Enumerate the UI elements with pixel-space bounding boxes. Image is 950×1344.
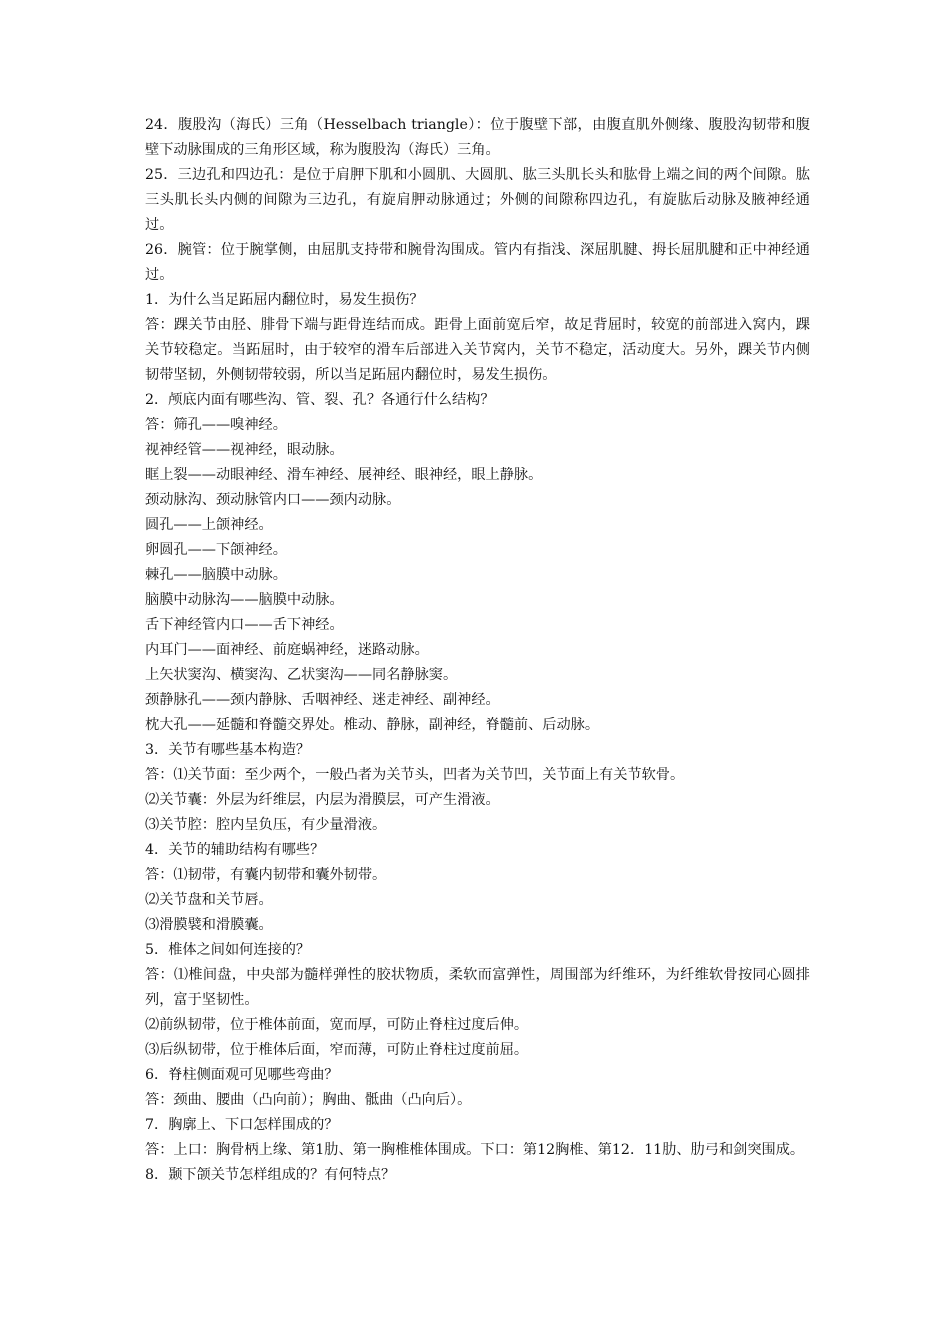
definition-paragraph: 24．腹股沟（海氏）三角（Hesselbach triangle）：位于腹壁下部，由腹直肌外侧缘、腹股沟韧带和腹壁下动脉围成的三角形区域，称为腹股沟（海氏）三角。 (145, 117, 810, 158)
answer-paragraph: ⑶后纵韧带，位于椎体后面，窄而薄，可防止脊柱过度前屈。 (145, 1042, 529, 1058)
answer-paragraph: 答：上口：胸骨柄上缘、第1肋、第一胸椎椎体围成。下口：第12胸椎、第12．11肋、肋弓和剑突围成。 (145, 1142, 805, 1158)
document-body (145, 113, 810, 1188)
answer-paragraph: 答：⑴韧带，有囊内韧带和囊外韧带。 (145, 867, 387, 883)
question-heading: 2．颅底内面有哪些沟、管、裂、孔？各通行什么结构？ (145, 392, 495, 408)
answer-paragraph: 上矢状窦沟、横窦沟、乙状窦沟——同名静脉窦。 (145, 667, 458, 683)
answer-paragraph: 棘孔——脑膜中动脉。 (145, 567, 287, 583)
answer-paragraph: 答：⑴关节面：至少两个，一般凸者为关节头，凹者为关节凹，关节面上有关节软骨。 (145, 767, 685, 783)
answer-paragraph: 答：颈曲、腰曲（凸向前）；胸曲、骶曲（凸向后）。 (145, 1092, 472, 1108)
answer-paragraph: 枕大孔——延髓和脊髓交界处。椎动、静脉，副神经，脊髓前、后动脉。 (145, 717, 600, 733)
question-heading: 5．椎体之间如何连接的？ (145, 942, 311, 958)
answer-paragraph: 圆孔——上颌神经。 (145, 517, 273, 533)
question-heading: 1．为什么当足跖屈内翻位时，易发生损伤？ (145, 292, 424, 308)
question-heading: 4．关节的辅助结构有哪些？ (145, 842, 325, 858)
answer-paragraph: 颈动脉沟、颈动脉管内口——颈内动脉。 (145, 492, 401, 508)
answer-paragraph: ⑶关节腔：腔内呈负压，有少量滑液。 (145, 817, 387, 833)
question-heading: 8．颞下颌关节怎样组成的？有何特点？ (145, 1167, 396, 1183)
answer-paragraph: 颈静脉孔——颈内静脉、舌咽神经、迷走神经、副神经。 (145, 692, 500, 708)
answer-paragraph: 视神经管——视神经，眼动脉。 (145, 442, 344, 458)
question-heading: 6．脊柱侧面观可见哪些弯曲？ (145, 1067, 339, 1083)
answer-paragraph: 脑膜中动脉沟——脑膜中动脉。 (145, 592, 344, 608)
answer-paragraph: 答：踝关节由胫、腓骨下端与距骨连结而成。距骨上面前宽后窄，故足背屈时，较宽的前部进入窝内，踝关节较稳定。当跖屈时，由于较窄的滑车后部进入关节窝内，关节不稳定，活动度大。另外，踝关节内侧韧带坚韧，外侧韧带较弱，所以当足跖屈内翻位时，易发生损伤。 (145, 317, 810, 383)
answer-paragraph: ⑵关节盘和关节唇。 (145, 892, 273, 908)
answer-paragraph: 舌下神经管内口——舌下神经。 (145, 617, 344, 633)
answer-paragraph: 答：筛孔——嗅神经。 (145, 417, 287, 433)
question-heading: 3．关节有哪些基本构造？ (145, 742, 311, 758)
question-heading: 7．胸廓上、下口怎样围成的？ (145, 1117, 339, 1133)
definition-paragraph: 26．腕管：位于腕掌侧，由屈肌支持带和腕骨沟围成。管内有指浅、深屈肌腱、拇长屈肌腱和正中神经通过。 (145, 242, 810, 283)
answer-paragraph: ⑶滑膜襞和滑膜囊。 (145, 917, 273, 933)
definition-paragraph: 25．三边孔和四边孔：是位于肩胛下肌和小圆肌、大圆肌、肱三头肌长头和肱骨上端之间的两个间隙。肱三头肌长头内侧的间隙为三边孔，有旋肩胛动脉通过；外侧的间隙称四边孔，有旋肱后动脉及腋神经通过。 (145, 167, 810, 233)
answer-paragraph: 答：⑴椎间盘，中央部为髓样弹性的胶状物质，柔软而富弹性，周围部为纤维环，为纤维软骨按同心圆排列，富于坚韧性。 (145, 967, 810, 1008)
answer-paragraph: 内耳门——面神经、前庭蜗神经，迷路动脉。 (145, 642, 429, 658)
answer-paragraph: 卵圆孔——下颌神经。 (145, 542, 287, 558)
answer-paragraph: 眶上裂——动眼神经、滑车神经、展神经、眼神经，眼上静脉。 (145, 467, 543, 483)
answer-paragraph: ⑵前纵韧带，位于椎体前面，宽而厚，可防止脊柱过度后伸。 (145, 1017, 529, 1033)
answer-paragraph: ⑵关节囊：外层为纤维层，内层为滑膜层，可产生滑液。 (145, 792, 500, 808)
